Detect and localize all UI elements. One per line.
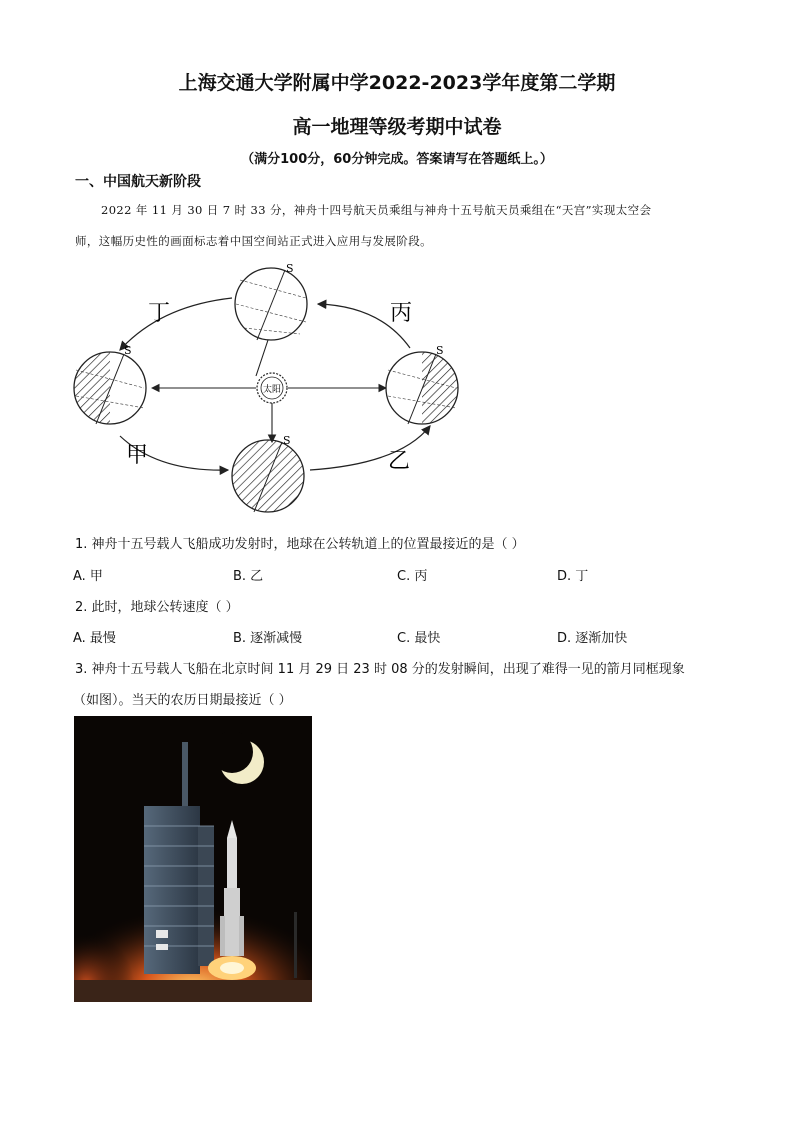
earth-right-position <box>386 344 458 424</box>
rocket-launch-photo <box>74 716 312 1002</box>
earth-bottom-position <box>232 434 304 512</box>
exam-subtitle: （满分100分，60分钟完成。答案请写在答题纸上。） <box>241 152 553 167</box>
question-2-option-b[interactable]: B. 逐渐减慢 <box>233 631 303 646</box>
sun-icon <box>257 373 287 403</box>
question-1-option-b[interactable]: B. 乙 <box>233 569 264 584</box>
question-1-stem: 1. 神舟十五号载人飞船成功发射时，地球在公转轨道上的位置最接近的是（ ） <box>75 537 525 552</box>
question-1-option-d[interactable]: D. 丁 <box>557 569 589 584</box>
svg-text:S: S <box>436 344 444 357</box>
label-bing: 丙 <box>390 301 413 326</box>
label-jia: 甲 <box>126 443 149 468</box>
earth-orbit-diagram <box>60 258 480 520</box>
exam-title-line1: 上海交通大学附属中学2022-2023学年度第二学期 <box>178 72 616 94</box>
section-heading: 一、中国航天新阶段 <box>75 174 201 190</box>
svg-text:S: S <box>286 262 294 275</box>
svg-text:S: S <box>283 434 291 447</box>
question-1-option-a[interactable]: A. 甲 <box>73 569 103 584</box>
label-ding: 丁 <box>148 301 171 326</box>
question-2-option-c[interactable]: C. 最快 <box>397 631 441 646</box>
question-1-option-c[interactable]: C. 丙 <box>397 569 428 584</box>
question-2-stem: 2. 此时，地球公转速度（ ） <box>75 600 239 615</box>
question-2-option-a[interactable]: A. 最慢 <box>73 631 116 646</box>
earth-top-position <box>235 262 307 340</box>
svg-text:S: S <box>124 344 132 357</box>
exam-title-line2: 高一地理等级考期中试卷 <box>292 116 502 138</box>
earth-left-position <box>74 344 146 424</box>
label-yi: 乙 <box>388 449 411 474</box>
section-paragraph-line2: 师，这幅历史性的画面标志着中国空间站正式进入应用与发展阶段。 <box>75 234 432 248</box>
sun-label: 太阳 <box>262 385 282 395</box>
question-3-stem-line2: （如图）。当天的农历日期最接近（ ） <box>73 693 292 708</box>
question-2-option-d[interactable]: D. 逐渐加快 <box>557 631 628 646</box>
section-paragraph-line1: 2022 年 11 月 30 日 7 时 33 分，神舟十四号航天员乘组与神舟十五号航天员乘组在“天宫”实现太空会 <box>101 203 652 217</box>
question-3-stem-line1: 3. 神舟十五号载人飞船在北京时间 11 月 29 日 23 时 08 分的发射瞬间，出现了难得一见的箭月同框现象 <box>75 662 685 677</box>
